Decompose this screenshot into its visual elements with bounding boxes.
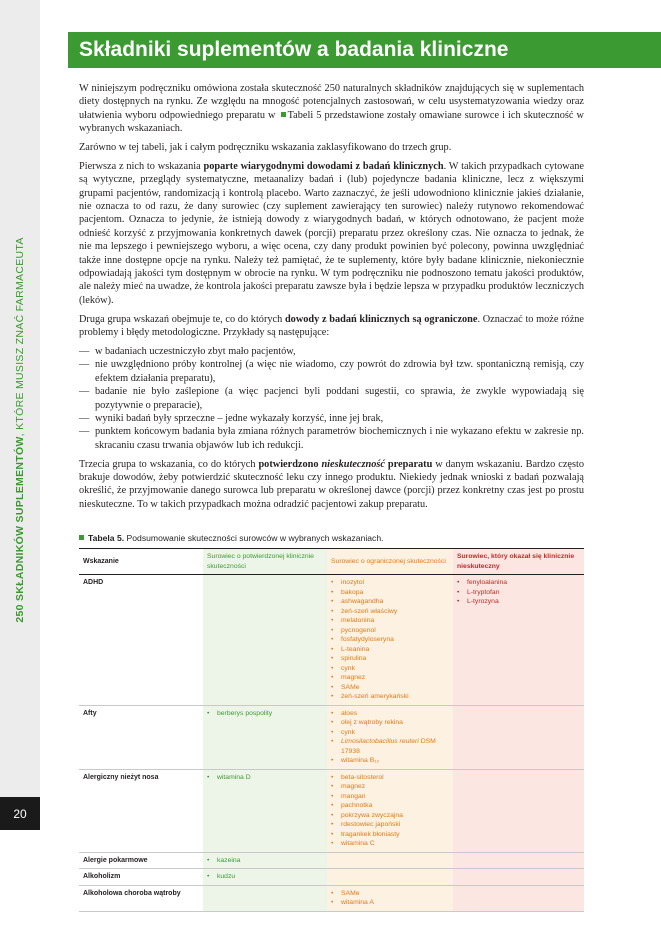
ingredient-item: • magnez — [331, 673, 449, 683]
paragraph-first-group-start: Pierwsza z nich to wskazania — [79, 160, 204, 172]
ingredient-item: • żeń-szeń właściwy — [331, 607, 449, 617]
ingredient-item: • berberys pospolity — [207, 709, 323, 719]
header-confirmed: Surowiec o potwierdzonej klinicznie skuteczności — [203, 549, 327, 575]
ingredient-item: • SAMe — [331, 683, 449, 693]
ineffective-cell — [453, 852, 584, 869]
confirmed-list — [207, 773, 323, 783]
indication-cell: Alergiczny nieżyt nosa — [79, 769, 203, 852]
table-row — [79, 869, 584, 886]
ingredient-item: • witamina D — [207, 773, 323, 783]
paragraph-second-group-end: . Oznaczać to może różne problemy i błędy metodologiczne. Przykłady są następujące: — [79, 313, 584, 339]
ingredient-item: • L-tryptofan — [457, 588, 580, 598]
problems-list-item: — badanie nie było zaślepione (a więc pacjenci byli poddani sugestii, co sprawia, że zwykle wypowiadają się pozytywnie o preparacie), — [79, 385, 584, 412]
ingredient-item: • Limosilactobacillus reuteri DSM 17938 — [331, 737, 449, 756]
problems-list-item: — w badaniach uczestniczyło zbyt mało pacjentów, — [79, 345, 584, 358]
confirmed-list — [207, 856, 323, 866]
limited-cell — [327, 575, 453, 706]
header-limited: Surowiec o ograniczonej skuteczności — [327, 549, 453, 575]
paragraph-groups: Zarówno w tej tabeli, jak i całym podręczniku wskazania zaklasyfikowano do trzech grup. — [79, 142, 452, 154]
ingredient-item: • fenyloalanina — [457, 578, 580, 588]
ingredient-item: • inozytol — [331, 578, 449, 588]
indication-cell: Alkoholizm — [79, 869, 203, 886]
ingredient-item: • rdestowiec japoński — [331, 820, 449, 830]
confirmed-cell — [203, 575, 327, 706]
limited-cell — [327, 705, 453, 769]
page-title: Składniki suplementów a badania kliniczne — [79, 38, 509, 61]
paragraph-second-group-bold: dowody z badań klinicznych są ograniczone — [284, 313, 478, 325]
indication-cell: ADHD — [79, 575, 203, 706]
ingredient-item: • ashwagandha — [331, 597, 449, 607]
ingredient-item: • kudzu — [207, 872, 323, 882]
header-indication: Wskazanie — [79, 549, 203, 575]
supplements-table — [79, 548, 584, 912]
paragraph-intro — [79, 82, 584, 136]
ingredient-item: • spirulina — [331, 654, 449, 664]
header-ineffective: Surowiec, który okazał się klinicznie nieskuteczny — [453, 549, 584, 575]
limited-cell — [327, 885, 453, 911]
ineffective-cell — [453, 705, 584, 769]
ingredient-item: • melatonina — [331, 616, 449, 626]
limited-cell — [327, 869, 453, 886]
problems-list-item: — wyniki badań były sprzeczne – jedne wykazały korzyść, inne jej brak, — [79, 412, 584, 425]
table-row — [79, 852, 584, 869]
ingredient-item: • aloes — [331, 709, 449, 719]
caption-label: Tabela 5. — [88, 533, 125, 543]
paragraph-first-group-bold: poparte wiarygodnymi dowodami z badań klinicznych — [203, 160, 444, 172]
ingredient-item: • magnez — [331, 782, 449, 792]
problems-list — [79, 345, 584, 452]
paragraph-third-group-bold: potwierdzono — [258, 458, 322, 470]
ingredient-item: • L-tyrozyna — [457, 597, 580, 607]
limited-list — [331, 773, 449, 849]
limited-cell — [327, 852, 453, 869]
confirmed-cell — [203, 885, 327, 911]
indication-cell: Alergie pokarmowe — [79, 852, 203, 869]
section-header — [68, 32, 661, 68]
table-row — [79, 575, 584, 706]
side-running-title — [0, 0, 40, 797]
ingredient-item: • kazeina — [207, 856, 323, 866]
ingredient-item: • beta-sitosterol — [331, 773, 449, 783]
ingredient-item: • cynk — [331, 728, 449, 738]
ingredient-item: • fosfatydyloseryna — [331, 635, 449, 645]
ingredient-item: • bakopa — [331, 588, 449, 598]
ingredient-item: • witamina B₁₂ — [331, 756, 449, 766]
indication-cell: Alkoholowa choroba wątroby — [79, 885, 203, 911]
ingredient-item: • tragankek błoniasty — [331, 830, 449, 840]
ingredient-item: • mangan — [331, 792, 449, 802]
paragraph-first-group-end: . W takich przypadkach cytowane są wytyczne, przeglądy systematyczne, metaanalizy badań i (lub) pojedyncze badania kliniczne, lecz z większymi grupami pacjentów, randomizacją i kontrolą placebo. Warto zaznaczyć, że jeśli udowodniono klinicznie jakieś działanie, nie oznacza to od razu, że dany surowiec (czy suplement zawierający ten surowiec) należy rutynowo rekomendować pacjentom. Oznacza to jedynie, że istnieją dowody z wiarygodnych badań, w których odnotowano, że pacjent może odnieść korzyść z przyjmowania konkretnych dawek (porcji) preparatu przez określony czas. Nie oznacza to jednak, że nie ma lepszego i pewniejszego wyboru, a więc ocena, czy dany produkt powinien być polecony, powinna uwzględniać także inne dostępne opcje na rynku. Należy też pamiętać, że te suplementy, które były badane klinicznie, niekoniecznie odpowiadają jakości tym dostępnym w obrocie na rynku. W tym podręczniku nie podnoszono tematu jakości produktów, ale należy mieć na uwadze, że kontrola jakości preparatu zawsze była i będzie lepsza w przypadku produktów leczniczych (leków). — [79, 160, 584, 306]
paragraph-intro-start: W niniejszym podręczniku omówiona została skuteczność 250 naturalnych składników znajdujących się w suplementach diety dostępnych na rynku. Ze względu na mnogość potencjalnych zastosowań, w celu usystematyzowania wiedzy oraz ułatwienia wyboru odpowiedniego preparatu w — [79, 83, 584, 121]
problems-list-item: — nie uwzględniono próby kontrolnej (a więc nie wiadomo, czy powrót do zdrowia był tzw. spontaniczną remisją, czy efektem działania preparatu), — [79, 358, 584, 385]
ingredient-item: • żeń-szeń amerykański — [331, 692, 449, 702]
ineffective-cell — [453, 869, 584, 886]
table-header-row — [79, 549, 584, 575]
running-title-rest: , KTÓRE MUSISZ ZNAĆ FARMACEUTA — [14, 237, 26, 437]
confirmed-cell — [203, 705, 327, 769]
ingredient-item: • witamina C — [331, 839, 449, 849]
caption-text: Podsumowanie skuteczności surowców w wybranych wskazaniach. — [124, 533, 384, 543]
running-title-bold: 250 SKŁADNIKÓW SUPLEMENTÓW — [14, 436, 26, 623]
ingredient-item: • L-teanina — [331, 645, 449, 655]
body-text — [79, 82, 584, 517]
paragraph-third-group-bold-2: preparatu — [384, 458, 433, 470]
page-number: 20 — [0, 797, 40, 830]
limited-list — [331, 578, 449, 702]
paragraph-third-group — [79, 458, 584, 512]
ineffective-cell — [453, 575, 584, 706]
limited-list — [331, 889, 449, 908]
caption-marker-icon — [79, 535, 84, 540]
ingredient-item: • witamina A — [331, 898, 449, 908]
paragraph-first-group — [79, 160, 584, 307]
paragraph-third-group-end: w danym wskazaniu. Bardzo często brakuje dowodów, żeby potwierdzić skuteczność leku czy innego produktu. Niekiedy jednak wnioski z badań pozwalają określić, że przyjmowanie danego surowca lub preparatu w określonej dawce (porcji) przez konkretny czas jest po prostu nieskuteczne. To w takich przypadkach można odradzić pacjentowi zakup preparatu. — [79, 458, 584, 510]
ineffective-list — [457, 578, 580, 607]
ineffective-cell — [453, 769, 584, 852]
running-title-text — [14, 237, 26, 622]
paragraph-intro-end: Tabeli 5 przedstawione zostały omawiane surowce i ich skuteczność w wybranych wskazaniach. — [79, 109, 584, 135]
confirmed-cell — [203, 769, 327, 852]
table-caption — [79, 533, 384, 543]
table-marker-icon — [281, 112, 286, 117]
table-row — [79, 769, 584, 852]
ingredient-item: • pachnotka — [331, 801, 449, 811]
confirmed-list — [207, 872, 323, 882]
paragraph-second-group-start: Druga grupa wskazań obejmuje te, co do których — [79, 313, 285, 325]
confirmed-list — [207, 709, 323, 719]
ingredient-item: • pokrzywa zwyczajna — [331, 811, 449, 821]
table-row — [79, 705, 584, 769]
ingredient-item: • pycnogenol — [331, 626, 449, 636]
paragraph-third-group-bold-italic: nieskuteczność — [321, 458, 385, 470]
ingredient-item: • SAMe — [331, 889, 449, 899]
ingredient-item: • cynk — [331, 664, 449, 674]
table-row — [79, 885, 584, 911]
ingredient-item: • olej z wątroby rekina — [331, 718, 449, 728]
table-body — [79, 575, 584, 912]
indication-cell: Afty — [79, 705, 203, 769]
paragraph-second-group — [79, 313, 584, 340]
ineffective-cell — [453, 885, 584, 911]
limited-list — [331, 709, 449, 766]
limited-cell — [327, 769, 453, 852]
problems-list-item: — punktem końcowym badania była zmiana różnych parametrów biochemicznych i nie wykazano efektu w zakresie np. skracaniu czasu trwania objawów lub ich redukcji. — [79, 425, 584, 452]
confirmed-cell — [203, 852, 327, 869]
confirmed-cell — [203, 869, 327, 886]
paragraph-third-group-start: Trzecia grupa to wskazania, co do których — [79, 458, 259, 470]
